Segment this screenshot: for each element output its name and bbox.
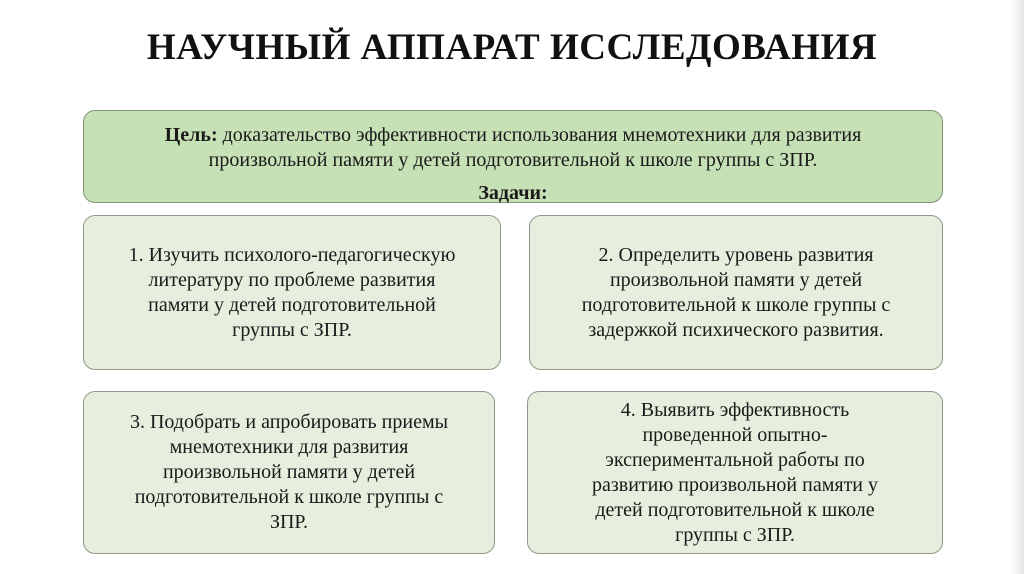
task-box-3 [83, 391, 495, 554]
goal-text-line-2: произвольной памяти у детей подготовительной к школе группы с ЗПР. [208, 149, 818, 171]
slide-title: НАУЧНЫЙ АППАРАТ ИССЛЕДОВАНИЯ [146, 27, 878, 68]
task-box-1 [83, 215, 501, 370]
task-4-text: 4. Выявить эффективность проведенной опытно- экспериментальной работы по развитию произвольной памяти у детей подготовительной к школе группы с ЗПР. [591, 398, 879, 546]
slide-edge-shadow [1010, 0, 1024, 574]
task-box-4 [527, 391, 943, 554]
task-2-text: 2. Определить уровень развития произвольной памяти у детей подготовительной к школе группы с задержкой психического развития. [581, 243, 891, 341]
task-3-text: 3. Подобрать и апробировать приемы мнемотехники для развития произвольной памяти у детей подготовительной к школе группы с ЗПР. [129, 411, 449, 533]
tasks-label: Задачи: [478, 182, 548, 204]
task-box-2 [529, 215, 943, 370]
goal-label: Цель: [164, 124, 218, 146]
goal-box [83, 110, 943, 203]
task-1-text: 1. Изучить психолого-педагогическую литературу по проблеме развития памяти у детей подготовительной группы с ЗПР. [128, 243, 456, 341]
goal-text-line-1: доказательство эффективности использования мнемотехники для развития [222, 124, 862, 146]
goal-line-1 [165, 123, 862, 148]
